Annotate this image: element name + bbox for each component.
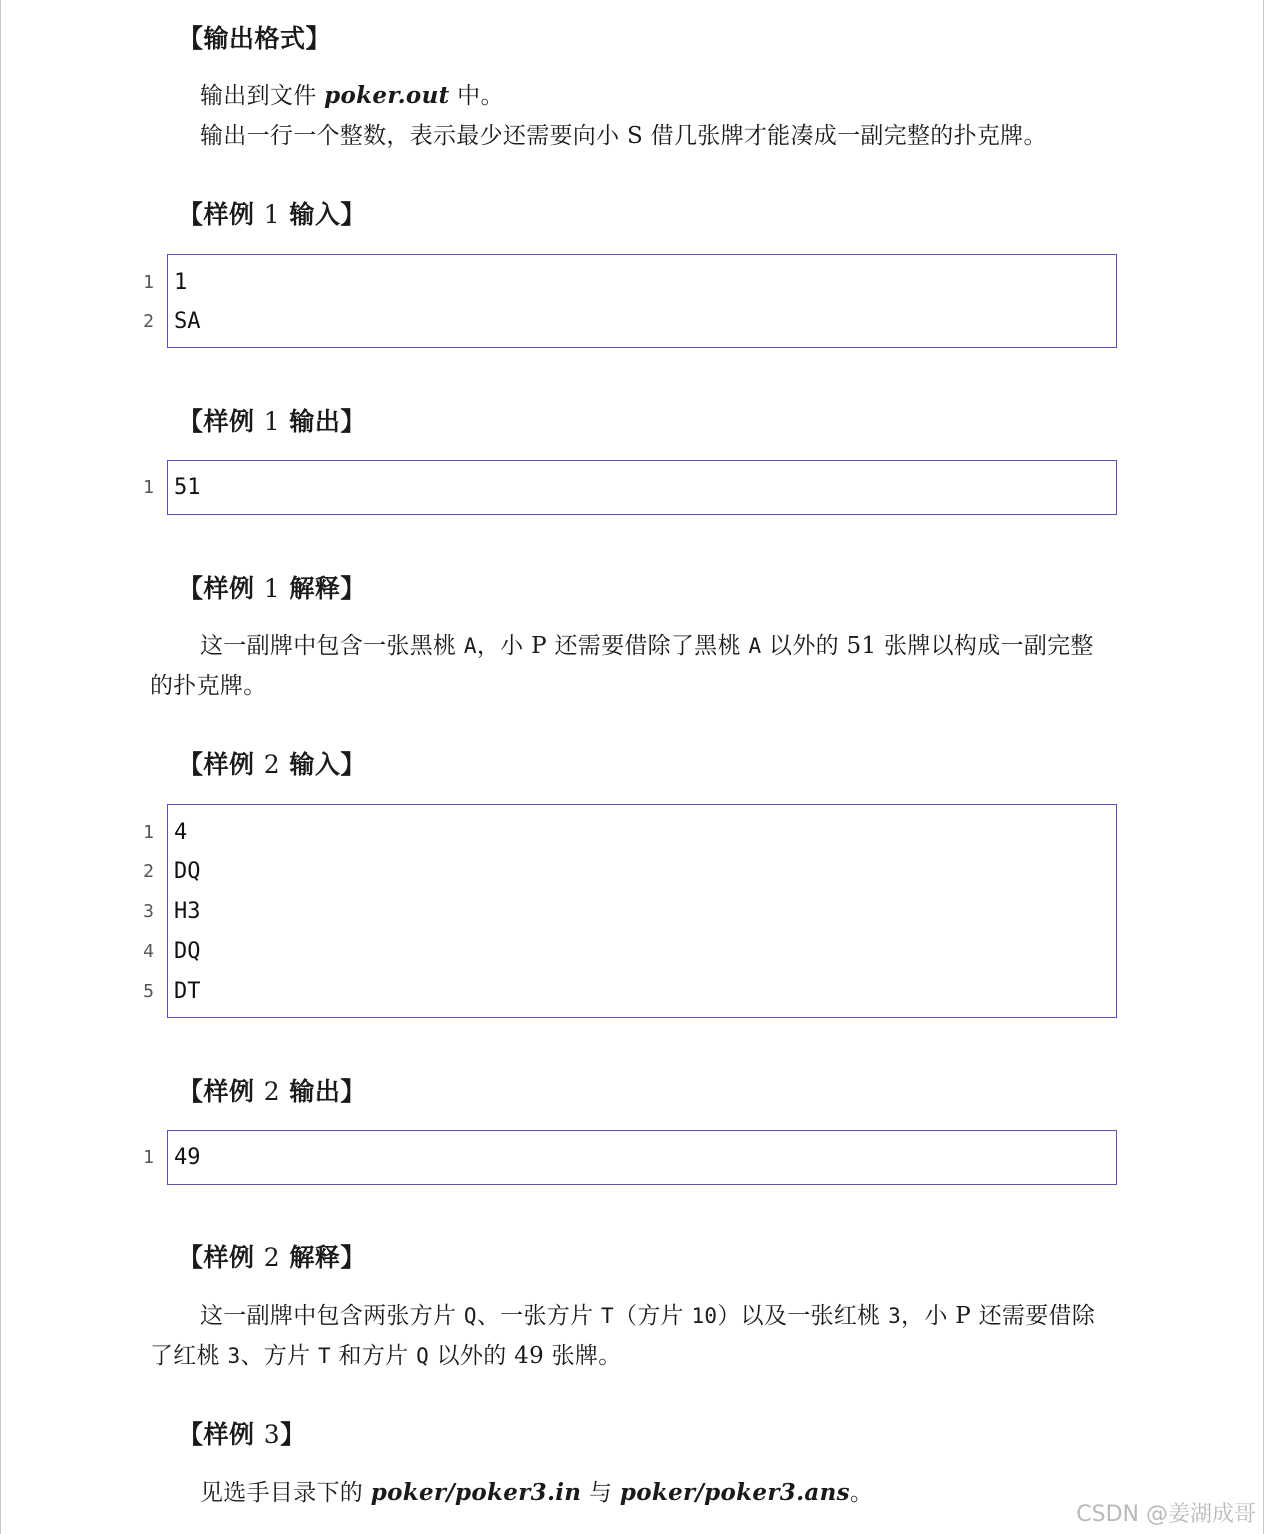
sample-2-output-heading: 【样例 2 输出】 xyxy=(178,1077,366,1106)
page-edge-left xyxy=(0,0,1,1534)
sample-1-output-box xyxy=(143,460,1117,515)
code-text: 1 xyxy=(174,270,188,295)
sample-2-input-heading: 【样例 2 输入】 xyxy=(178,750,366,779)
sample-3-heading: 【样例 3】 xyxy=(178,1420,306,1449)
line-number: 5 xyxy=(143,981,154,1002)
sample-2-explain-heading: 【样例 2 解释】 xyxy=(178,1243,366,1272)
sample-2-explanation: 这一副牌中包含两张方片 Q、一张方片 T（方片 10）以及一张红桃 3，小 P 还需要借除了红桃 3、方片 T 和方片 Q 以外的 49 张牌。 xyxy=(150,1303,1096,1369)
output-file-name: poker.out xyxy=(324,82,450,109)
sample-3-text: 见选手目录下的 poker/poker3.in 与 poker/poker3.ans。 xyxy=(200,1479,874,1506)
sample-2-output-box xyxy=(143,1130,1117,1185)
line-number: 1 xyxy=(143,822,154,843)
code-text: DQ xyxy=(174,939,201,964)
code-text: SA xyxy=(174,309,201,334)
sample-3-input-file: poker/poker3.in xyxy=(370,1479,582,1506)
sample-1-input-heading: 【样例 1 输入】 xyxy=(178,200,366,229)
output-format-text: 输出到文件 xyxy=(200,83,325,109)
line-number: 1 xyxy=(143,1147,154,1168)
code-text: 49 xyxy=(174,1145,201,1170)
line-number: 1 xyxy=(143,272,154,293)
sample-1-explain-heading: 【样例 1 解释】 xyxy=(178,574,366,603)
code-text: 51 xyxy=(174,475,201,500)
sample-1-input-box xyxy=(143,254,1117,348)
sample-2-input-box xyxy=(143,804,1117,1018)
output-format-line1 xyxy=(150,76,1115,116)
code-text: DT xyxy=(174,979,201,1004)
code-text: 4 xyxy=(174,820,188,845)
code-text: DQ xyxy=(174,859,201,884)
sample-3-answer-file: poker/poker3.ans xyxy=(619,1479,850,1506)
output-format-line2: 输出一行一个整数，表示最少还需要向小 S 借几张牌才能凑成一副完整的扑克牌。 xyxy=(200,123,1047,149)
output-format-heading: 【输出格式】 xyxy=(178,24,332,53)
code-text: H3 xyxy=(174,899,201,924)
line-number: 4 xyxy=(143,941,154,962)
output-format-text-end: 中。 xyxy=(449,83,504,109)
sample-1-output-heading: 【样例 1 输出】 xyxy=(178,407,366,436)
csdn-watermark: CSDN @姜湖成哥 xyxy=(1076,1502,1256,1527)
line-number: 3 xyxy=(143,901,154,922)
sample-1-explanation: 这一副牌中包含一张黑桃 A，小 P 还需要借除了黑桃 A 以外的 51 张牌以构成一副完整的扑克牌。 xyxy=(150,633,1094,699)
line-number: 2 xyxy=(143,861,154,882)
line-number: 1 xyxy=(143,477,154,498)
line-number: 2 xyxy=(143,311,154,332)
